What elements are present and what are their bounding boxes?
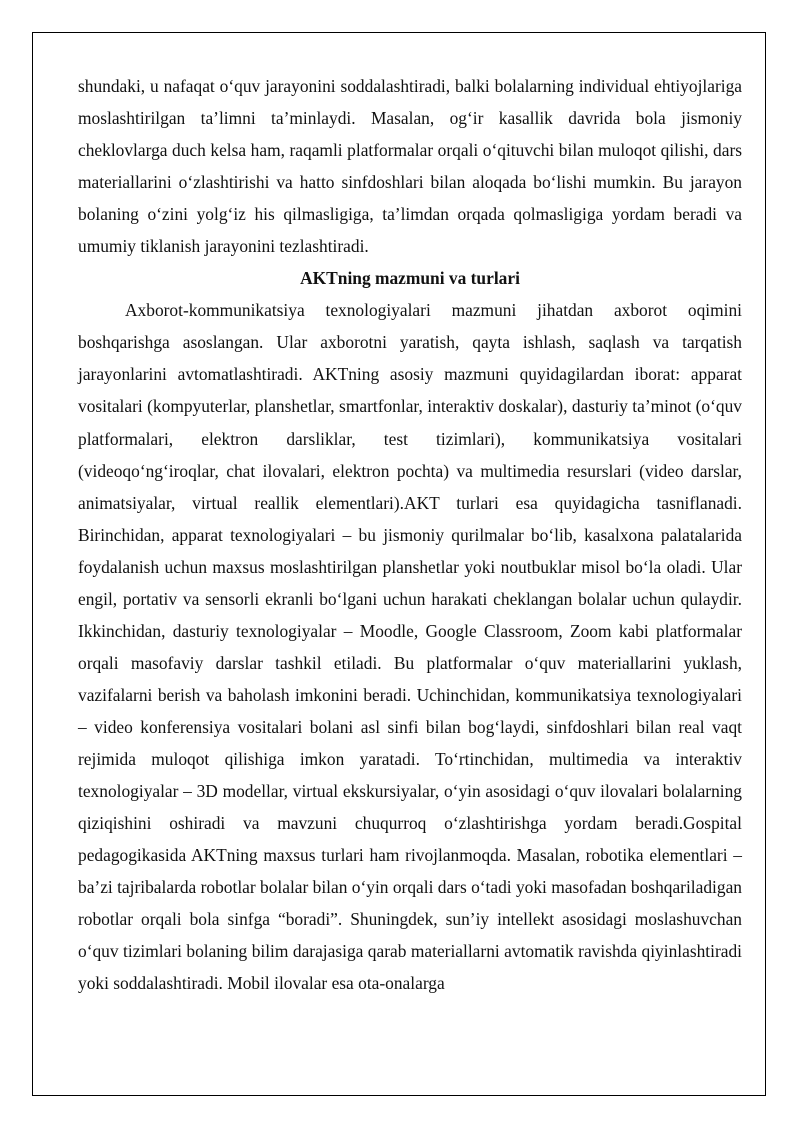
document-body xyxy=(78,70,742,999)
paragraph-main: Axborot-kommunikatsiya texnologiyalari mazmuni jihatdan axborot oqimini boshqarishga asoslangan. Ular axborotni yaratish, qayta ishlash, saqlash va tarqatish jarayonlarini avtomatlashtiradi. AKTning asosiy mazmuni quyidagilardan iborat: apparat vositalari (kompyuterlar, planshetlar, smartfonlar, interaktiv doskalar), dasturiy ta’minot (o‘quv platformalari, elektron darsliklar, test tizimlari), kommunikatsiya vositalari (videoqo‘ng‘iroqlar, chat ilovalari, elektron pochta) va multimedia resurslari (video darslar, animatsiyalar, virtual reallik elementlari).AKT turlari esa quyidagicha tasniflanadi. Birinchidan, apparat texnologiyalari – bu jismoniy qurilmalar bo‘lib, kasalxona palatalarida foydalanish uchun maxsus moslashtirilgan planshetlar yoki noutbuklar misol bo‘la oladi. Ular engil, portativ va sensorli ekranli bo‘lgani uchun harakati cheklangan bolalar uchun qulaydir. Ikkinchidan, dasturiy texnologiyalar – Moodle, Google Classroom, Zoom kabi platformalar orqali masofaviy darslar tashkil etiladi. Bu platformalar o‘quv materiallarini yuklash, vazifalarni berish va baholash imkonini beradi. Uchinchidan, kommunikatsiya texnologiyalari – video konferensiya vositalari bolani asl sinfi bilan bog‘laydi, sinfdoshlari bilan real vaqt rejimida muloqot qilishiga imkon yaratadi. To‘rtinchidan, multimedia va interaktiv texnologiyalar – 3D modellar, virtual ekskursiyalar, o‘yin asosidagi o‘quv ilovalari bolalarning qiziqishini oshiradi va mavzuni chuqurroq o‘zlashtirishga yordam beradi.Gospital pedagogikasida AKTning maxsus turlari ham rivojlanmoqda. Masalan, robotika elementlari – ba’zi tajribalarda robotlar bolalar bilan o‘yin orqali dars o‘tadi yoki masofadan boshqariladigan robotlar orqali bola sinfga “boradi”. Shuningdek, sun’iy intellekt asosidagi moslashuvchan o‘quv tizimlari bolaning bilim darajasiga qarab materiallarni avtomatik ravishda qiyinlashtiradi yoki soddalashtiradi. Mobil ilovalar esa ota-onalarga xyxy=(78,300,742,994)
section-heading: AKTning mazmuni va turlari xyxy=(300,268,520,289)
paragraph-intro: shundaki, u nafaqat o‘quv jarayonini soddalashtiradi, balki bolalarning individual ehtiyojlariga moslashtirilgan ta’limni ta’minlaydi. Masalan, og‘ir kasallik davrida bola jismoniy cheklovlarga duch kelsa ham, raqamli platformalar orqali o‘qituvchi bilan muloqot qilishi, dars materiallarini o‘zlashtirishi va hatto sinfdoshlari bilan aloqada bo‘lishi mumkin. Bu jarayon bolaning o‘zini yolg‘iz his qilmasligiga, ta’limdan orqada qolmasligiga yordam beradi va umumiy tiklanish jarayonini tezlashtiradi. xyxy=(78,76,742,257)
